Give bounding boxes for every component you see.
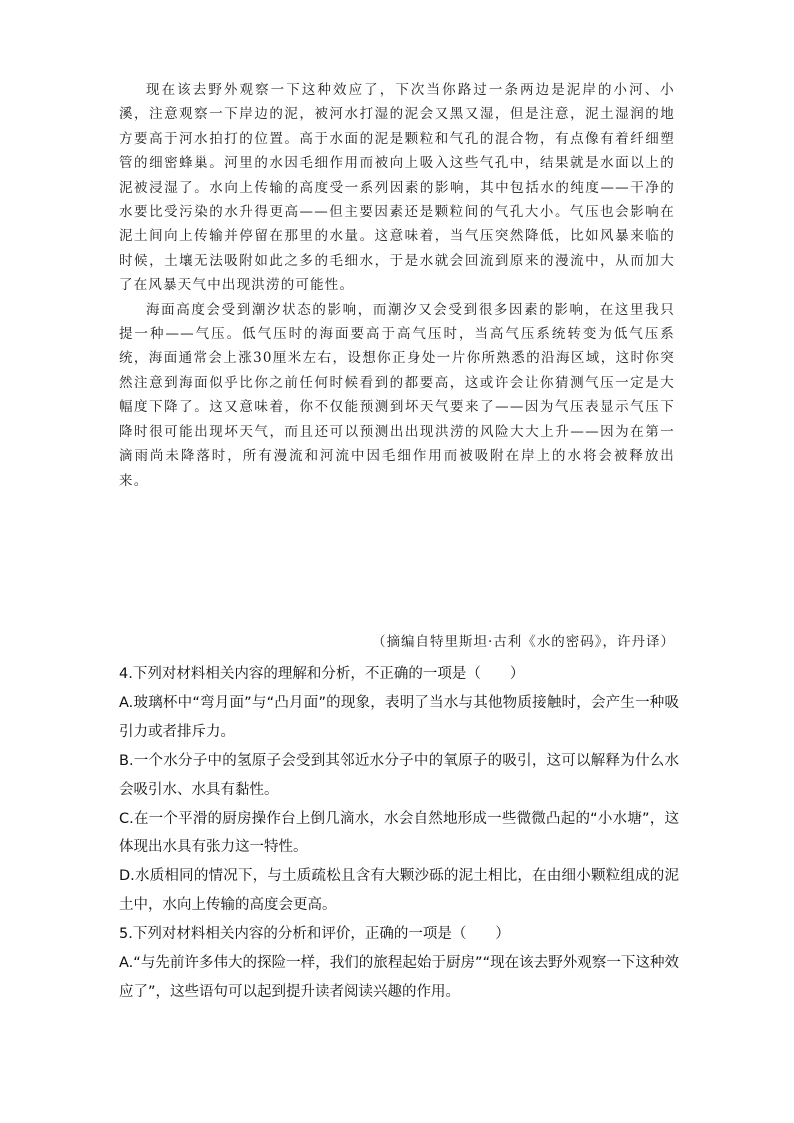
question-5-option-a: A.“与先前许多伟大的探险一样，我们的旅程起始于厨房”“现在该去野外观察一下这种效应了”，这些语句可以起到提升读者阅读兴趣的作用。 [119, 955, 679, 1000]
question-4-option-b: B.一个水分子中的氢原子会受到其邻近水分子中的氧原子的吸引，这可以解释为什么水会吸引水、水具有黏性。 [119, 752, 679, 798]
source-citation: （摘编自特里斯坦·古利《水的密码》，许丹译） [371, 634, 675, 650]
passage-paragraph-1: 现在该去野外观察一下这种效应了，下次当你路过一条两边是泥岸的小河、小溪，注意观察一下岸边的泥，被河水打湿的泥会又黑又湿，但是注意，泥土湿润的地方要高于河水拍打的位置。高于水面的泥是颗粒和气孔的混合物，有点像有着纤细塑管的细密蜂巢。河里的水因毛细作用而被向上吸入这些气孔中，结果就是水面以上的泥被浸湿了。水向上传输的高度受一系列因素的影响，其中包括水的纯度——干净的水要比受污染的水升得更高——但主要因素还是颗粒间的气孔大小。气压也会影响在泥土间向上传输并停留在那里的水量。这意味着，当气压突然降低，比如风暴来临的时候，土壤无法吸附如此之多的毛细水，于是水就会回流到原来的漫流中，从而加大了在风暴天气中出现洪涝的可能性。 [119, 82, 675, 294]
passage-paragraph-2: 海面高度会受到潮汐状态的影响，而潮汐又会受到很多因素的影响，在这里我只提一种——气压。低气压时的海面要高于高气压时，当高气压系统转变为低气压系统，海面通常会上涨30厘米左右，设想你正身处一片你所熟悉的沿海区域，这时你突然注意到海面似乎比你之前任何时候看到的都要高，这或许会让你猜测气压一定是大幅度下降了。这又意味着，你不仅能预测到坏天气要来了——因为气压表显示气压下降时很可能出现坏天气，而且还可以预测出出现洪涝的风险大大上升——因为在第一滴雨尚未降落时，所有漫流和河流中因毛细作用而被吸附在岸上的水将会被释放出来。 [119, 301, 675, 489]
question-4-option-c: C.在一个平滑的厨房操作台上倒几滴水，水会自然地形成一些微微凸起的“小水塘”，这体现出水具有张力这一特性。 [119, 810, 679, 856]
question-5-stem: 5.下列对材料相关内容的分析和评价，正确的一项是（ ） [119, 926, 510, 943]
question-4-option-d: D.水质相同的情况下，与土质疏松且含有大颗沙砾的泥土相比，在由细小颗粒组成的泥土中，水向上传输的高度会更高。 [119, 868, 679, 914]
question-4-stem: 4.下列对材料相关内容的理解和分析，不正确的一项是（ ） [119, 666, 525, 682]
question-section [119, 660, 679, 1007]
question-4-option-a: A.玻璃杯中“弯月面”与“凸月面”的现象，表明了当水与其他物质接触时，会产生一种吸引力或者排斥力。 [119, 694, 679, 740]
reading-passage [119, 78, 675, 493]
